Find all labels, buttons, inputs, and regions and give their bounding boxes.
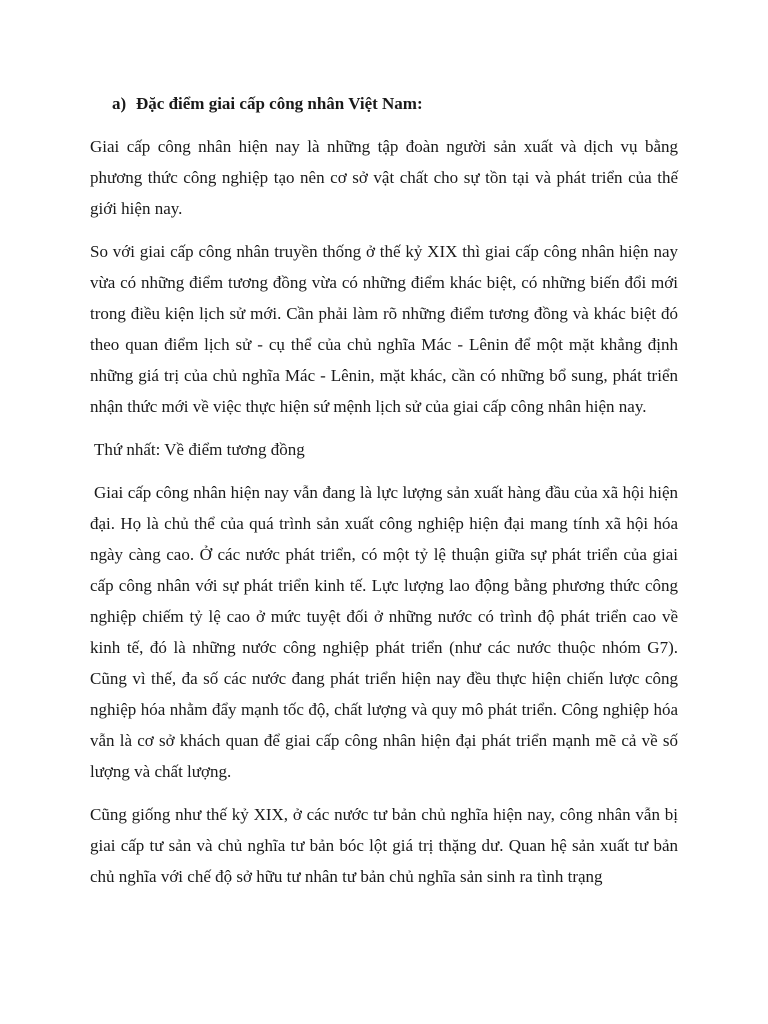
subheading-similarities: Thứ nhất: Về điểm tương đồng [94, 440, 305, 459]
paragraph-comparison: So với giai cấp công nhân truyền thống ở thế kỷ XIX thì giai cấp công nhân hiện nay vừa có những điểm tương đồng vừa có những điểm khác biệt, có những biến đổi mới trong điều kiện lịch sử mới. Cần phải làm rõ những điểm tương đồng và khác biệt đó theo quan điểm lịch sử - cụ thể của chủ nghĩa Mác - Lênin để một mặt khẳng định những giá trị của chủ nghĩa Mác - Lênin, mặt khác, cần có những bổ sung, phát triển nhận thức mới về việc thực hiện sứ mệnh lịch sử của giai cấp công nhân hiện nay. [90, 242, 678, 416]
paragraph-production-force: Giai cấp công nhân hiện nay vẫn đang là lực lượng sản xuất hàng đầu của xã hội hiện đại. Họ là chủ thể của quá trình sản xuất công nghiệp hiện đại mang tính xã hội hóa ngày càng cao. Ở các nước phát triển, có một tỷ lệ thuận giữa sự phát triển của giai cấp công nhân với sự phát triển kinh tế. Lực lượng lao động bằng phương thức công nghiệp chiếm tỷ lệ cao ở mức tuyệt đối ở những nước có trình độ phát triển cao về kinh tế, đó là những nước công nghiệp phát triển (như các nước thuộc nhóm G7). Cũng vì thế, đa số các nước đang phát triển hiện nay đều thực hiện chiến lược công nghiệp hóa nhằm đẩy mạnh tốc độ, chất lượng và quy mô phát triển. Công nghiệp hóa vẫn là cơ sở khách quan để giai cấp công nhân hiện đại phát triển mạnh mẽ cả về số lượng và chất lượng. [90, 483, 678, 781]
paragraph-definition: Giai cấp công nhân hiện nay là những tập đoàn người sản xuất và dịch vụ bằng phương thức công nghiệp tạo nên cơ sở vật chất cho sự tồn tại và phát triển của thế giới hiện nay. [90, 137, 678, 218]
section-heading-text: Đặc điểm giai cấp công nhân Việt Nam: [136, 94, 423, 113]
paragraph-exploitation: Cũng giống như thế kỷ XIX, ở các nước tư bản chủ nghĩa hiện nay, công nhân vẫn bị giai cấp tư sản và chủ nghĩa tư bản bóc lột giá trị thặng dư. Quan hệ sản xuất tư bản chủ nghĩa với chế độ sở hữu tư nhân tư bản chủ nghĩa sản sinh ra tình trạng [90, 805, 678, 886]
section-heading [90, 88, 678, 119]
section-marker: a) [112, 94, 127, 113]
